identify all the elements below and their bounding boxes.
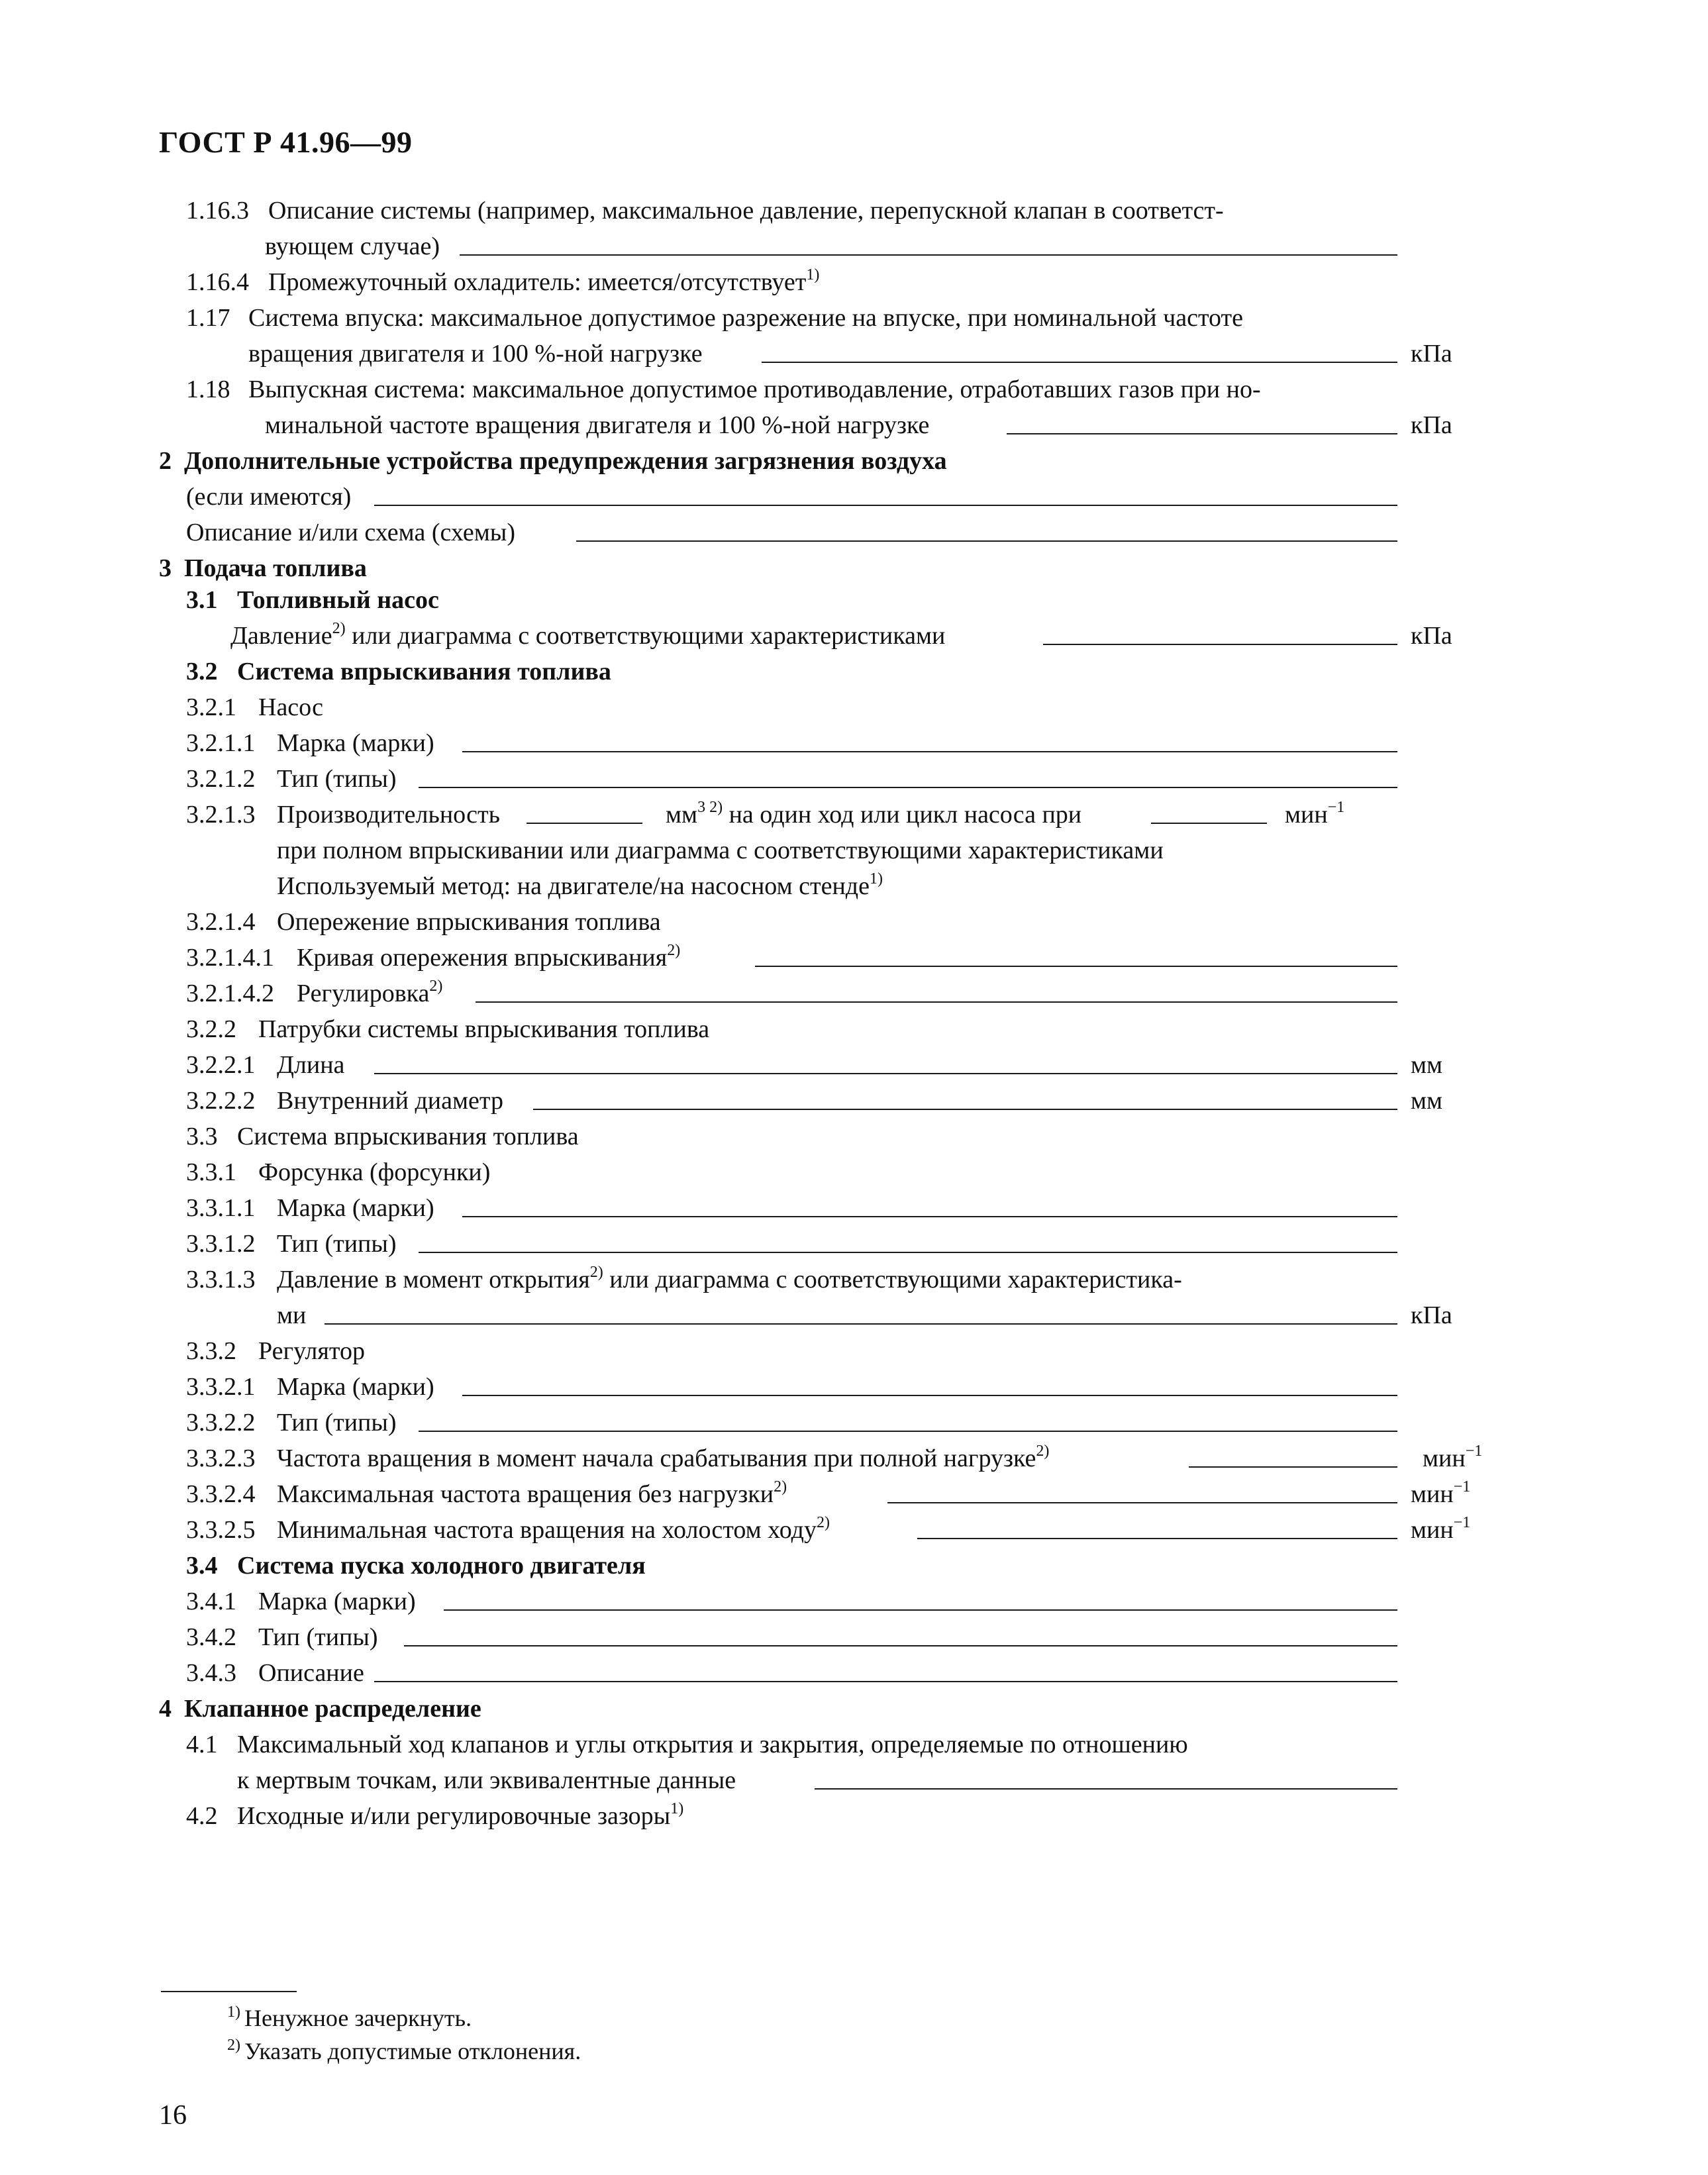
section-title: Система пуска холодного двигателя (237, 1552, 646, 1580)
fill-in-line[interactable] (374, 1654, 1397, 1682)
fill-in-line[interactable] (462, 1368, 1397, 1396)
item-text: Регулировка (297, 980, 430, 1007)
footnote-mark: 2) (227, 2037, 240, 2054)
document-header: ГОСТ Р 41.96—99 (159, 125, 413, 159)
item-3-2-2-2 (0, 1082, 1708, 1119)
item-1-17-cont (0, 335, 1708, 372)
item-text: Патрубки системы впрыскивания топлива (258, 1015, 710, 1043)
item-text: Тип (типы) (277, 1409, 397, 1437)
item-text: Система впуска: максимальное допустимое разрежение на впуске, при номинальной частоте (248, 304, 1244, 332)
item-text: Максимальная частота вращения без нагрузки (277, 1480, 774, 1508)
footnote-ref: 2) (1036, 1442, 1050, 1460)
item-text: Максимальный ход клапанов и углы открытия и закрытия, определяемые по отношению (237, 1731, 1188, 1758)
item-text: Марка (марки) (277, 1194, 434, 1222)
item-text: Минимальная частота вращения на холостом ходу (277, 1516, 817, 1544)
item-number: 1.16.3 (186, 197, 249, 225)
unit-label: мм (1411, 1087, 1443, 1115)
item-4-1-cont (0, 1762, 1708, 1799)
footnote-ref: 3 2) (697, 799, 723, 816)
item-text: Давление в момент открытия (277, 1266, 590, 1293)
section-3-4 (0, 1547, 1708, 1584)
item-number: 1.16.4 (186, 268, 249, 296)
page-number: 16 (159, 2100, 187, 2131)
fill-in-line[interactable] (1189, 1440, 1397, 1468)
item-1-17 (0, 299, 1708, 336)
item-1-16-4 (0, 264, 1708, 301)
item-number: 1.18 (186, 376, 230, 403)
unit-label: мин (1411, 1480, 1454, 1508)
fill-in-line[interactable] (419, 760, 1397, 788)
item-3-3-2-2 (0, 1404, 1708, 1441)
item-text: Описание и/или схема (схемы) (186, 519, 515, 546)
item-text: Выпускная система: максимальное допустимое противодавление, отработавших газов при но- (248, 376, 1261, 403)
item-number: 4.1 (186, 1731, 218, 1758)
fill-in-line[interactable] (460, 228, 1397, 256)
item-3-3-2-3 (0, 1440, 1708, 1477)
item-number: 3.2.1.4.1 (186, 944, 274, 972)
item-text: Насос (258, 693, 323, 721)
footnote-ref: 2) (774, 1478, 787, 1495)
footnote-separator (161, 1991, 297, 1992)
item-3-2-1-4-2 (0, 975, 1708, 1012)
item-3-2-1-4-1 (0, 939, 1708, 976)
item-text: Тип (типы) (277, 1230, 397, 1258)
section-number: 3.4 (186, 1552, 218, 1580)
item-number: 3.3.2.5 (186, 1516, 256, 1544)
item-text: Опережение впрыскивания топлива (277, 908, 661, 936)
fill-in-line[interactable] (917, 1511, 1397, 1539)
item-3-3-2-5 (0, 1511, 1708, 1548)
item-text: ми (277, 1301, 307, 1329)
footnote-ref: 2) (332, 620, 346, 637)
unit-label: кПа (1411, 340, 1452, 368)
item-number: 3.3.1 (186, 1158, 236, 1186)
unit-label: мин (1411, 1516, 1454, 1544)
item-1-16-3 (0, 192, 1708, 229)
fill-in-line[interactable] (1151, 796, 1267, 824)
item-text: к мертвым точкам, или эквивалентные данные (237, 1766, 736, 1794)
item-3-4-2 (0, 1619, 1708, 1656)
item-4-1 (0, 1726, 1708, 1763)
fill-in-line[interactable] (1043, 617, 1397, 645)
item-number: 3.4.3 (186, 1659, 236, 1687)
item-text: Частота вращения в момент начала срабатывания при полной нагрузке (277, 1444, 1036, 1472)
item-text: Марка (марки) (258, 1588, 416, 1615)
item-text: Регулятор (258, 1337, 365, 1365)
fill-in-line[interactable] (462, 725, 1397, 752)
item-3-4-3 (0, 1654, 1708, 1692)
item-number: 3.3.1.1 (186, 1194, 256, 1222)
footnote-ref: 2) (589, 1264, 603, 1281)
item-number: 3.3.2.4 (186, 1480, 256, 1508)
item-number: 3.3.1.2 (186, 1230, 256, 1258)
fill-in-line[interactable] (762, 335, 1397, 363)
item-text: на один ход или цикл насоса при (723, 801, 1082, 829)
fill-in-line[interactable] (755, 939, 1397, 967)
unit-label: мин (1423, 1444, 1466, 1472)
footnote-ref: 1) (806, 266, 820, 283)
item-3-2-2 (0, 1011, 1708, 1048)
section-number: 4 (159, 1695, 172, 1723)
unit-label: кПа (1411, 411, 1452, 439)
item-text: Производительность (277, 801, 500, 829)
item-number: 3.2.2.1 (186, 1051, 256, 1079)
item-3-2-1-1 (0, 725, 1708, 762)
item-text: Используемый метод: на двигателе/на насосном стенде (277, 872, 870, 900)
item-text: вращения двигателя и 100 %-ной нагрузке (248, 340, 703, 368)
fill-in-line[interactable] (404, 1619, 1397, 1646)
section-3-3 (0, 1118, 1708, 1155)
footnote-1 (227, 2001, 472, 2035)
section-number: 2 (159, 447, 172, 475)
item-number: 4.2 (186, 1802, 218, 1830)
section-4 (0, 1690, 1708, 1727)
item-1-16-3-cont (0, 228, 1708, 265)
section-title: Дополнительные устройства предупреждения загрязнения воздуха (184, 447, 947, 475)
section-number: 3 (159, 554, 172, 582)
item-3-3-1-2 (0, 1225, 1708, 1262)
unit-exponent: −1 (1465, 1442, 1483, 1460)
fill-in-line[interactable] (325, 1297, 1397, 1325)
item-text: Тип (типы) (277, 765, 397, 793)
item-text: Кривая опережения впрыскивания (297, 944, 668, 972)
section-3-1 (0, 582, 1708, 619)
item-1-18 (0, 371, 1708, 408)
item-3-2-1-3-method (0, 868, 1708, 905)
footnote-mark: 1) (227, 2003, 240, 2021)
unit-exponent: −1 (1453, 1478, 1471, 1495)
item-number: 3.3.2 (186, 1337, 236, 1365)
item-3-1-pressure (0, 617, 1708, 654)
item-number: 3.3.2.2 (186, 1409, 256, 1437)
footnote-text: Указать допустимые отклонения. (244, 2038, 581, 2064)
item-1-18-cont (0, 407, 1708, 444)
item-3-2-1-3-cont (0, 832, 1708, 869)
item-text: при полном впрыскивании или диаграмма с соответствующими характеристиками (277, 836, 1164, 864)
item-3-2-1-3 (0, 796, 1708, 833)
item-text: Внутренний диаметр (277, 1087, 503, 1115)
item-number: 3.3.2.1 (186, 1373, 256, 1401)
item-3-3-1-3-cont (0, 1297, 1708, 1334)
item-3-3-1 (0, 1154, 1708, 1191)
item-number: 3.3.1.3 (186, 1266, 256, 1293)
footnote-text: Ненужное зачеркнуть. (244, 2005, 472, 2031)
item-text: Промежуточный охладитель: имеется/отсутствует (268, 268, 807, 296)
item-3-4-1 (0, 1583, 1708, 1620)
unit-label: кПа (1411, 622, 1452, 650)
unit-label: кПа (1411, 1301, 1452, 1329)
fill-in-line[interactable] (1007, 407, 1397, 434)
item-text: Описание (258, 1659, 364, 1687)
item-text: Марка (марки) (277, 729, 434, 757)
item-3-2-1-2 (0, 760, 1708, 797)
item-text: минальной частоте вращения двигателя и 100 %-ной нагрузке (265, 411, 930, 439)
item-3-2-1 (0, 689, 1708, 726)
item-text: Описание системы (например, максимальное давление, перепускной клапан в соответст- (268, 197, 1224, 225)
item-text: Исходные и/или регулировочные зазоры (237, 1802, 671, 1830)
unit-exponent: −1 (1327, 799, 1345, 816)
fill-in-line[interactable] (476, 975, 1397, 1003)
item-number: 3.2.1.1 (186, 729, 256, 757)
fill-in-line[interactable] (462, 1189, 1397, 1217)
fill-in-line[interactable] (374, 1046, 1397, 1074)
section-3-2 (0, 653, 1708, 690)
fill-in-line[interactable] (444, 1583, 1397, 1611)
footnote-2 (227, 2035, 581, 2068)
unit-label: мин (1285, 801, 1328, 829)
item-text: Тип (типы) (258, 1623, 378, 1651)
footnote-ref: 2) (667, 942, 681, 959)
item-number: 3.4.2 (186, 1623, 236, 1651)
item-3-3-1-3 (0, 1261, 1708, 1298)
item-3-2-2-1 (0, 1046, 1708, 1084)
fill-in-line[interactable] (887, 1476, 1397, 1503)
fill-in-line[interactable] (419, 1225, 1397, 1253)
fill-in-line[interactable] (815, 1762, 1397, 1790)
footnote-ref: 2) (816, 1514, 830, 1531)
section-title: Клапанное распределение (184, 1695, 481, 1723)
item-2-cont (0, 478, 1708, 515)
item-text: Система впрыскивания топлива (237, 1123, 579, 1150)
item-number: 3.3 (186, 1123, 218, 1150)
item-3-2-1-4 (0, 903, 1708, 940)
fill-in-line[interactable] (374, 478, 1397, 506)
item-text: Форсунка (форсунки) (258, 1158, 491, 1186)
item-number: 3.2.1.4.2 (186, 980, 274, 1007)
item-text: или диаграмма с соответствующими характеристика- (603, 1266, 1182, 1293)
item-4-2 (0, 1797, 1708, 1835)
item-3-3-2-4 (0, 1476, 1708, 1513)
item-number: 3.3.2.3 (186, 1444, 256, 1472)
section-title: Топливный насос (237, 586, 439, 614)
item-number: 3.2.1.4 (186, 908, 256, 936)
item-number: 3.2.1.3 (186, 801, 256, 829)
section-number: 3.2 (186, 658, 218, 685)
footnote-ref: 2) (429, 978, 443, 995)
unit-label: мм (666, 801, 698, 829)
fill-in-line[interactable] (576, 514, 1397, 542)
item-number: 3.2.2 (186, 1015, 236, 1043)
item-number: 3.4.1 (186, 1588, 236, 1615)
fill-in-line[interactable] (419, 1404, 1397, 1432)
item-number: 1.17 (186, 304, 230, 332)
section-title: Подача топлива (184, 554, 367, 582)
item-number: 3.2.2.2 (186, 1087, 256, 1115)
item-text: Давление (230, 622, 332, 650)
unit-exponent: −1 (1453, 1514, 1471, 1531)
item-text: Длина (277, 1051, 345, 1079)
fill-in-line[interactable] (527, 796, 642, 824)
item-3-3-2-1 (0, 1368, 1708, 1405)
section-title: Система впрыскивания топлива (237, 658, 611, 685)
item-3-3-1-1 (0, 1189, 1708, 1227)
item-text: или диаграмма с соответствующими характеристиками (345, 622, 946, 650)
fill-in-line[interactable] (533, 1082, 1397, 1110)
item-number: 3.2.1 (186, 693, 236, 721)
item-text: вующем случае) (265, 232, 440, 260)
item-3-3-2 (0, 1333, 1708, 1370)
item-number: 3.2.1.2 (186, 765, 256, 793)
item-2-description (0, 514, 1708, 551)
item-text: Марка (марки) (277, 1373, 434, 1401)
footnote-ref: 1) (670, 1800, 684, 1817)
item-text: (если имеются) (186, 483, 352, 511)
footnote-ref: 1) (870, 870, 883, 887)
section-2 (0, 442, 1708, 480)
unit-label: мм (1411, 1051, 1443, 1079)
section-number: 3.1 (186, 586, 218, 614)
